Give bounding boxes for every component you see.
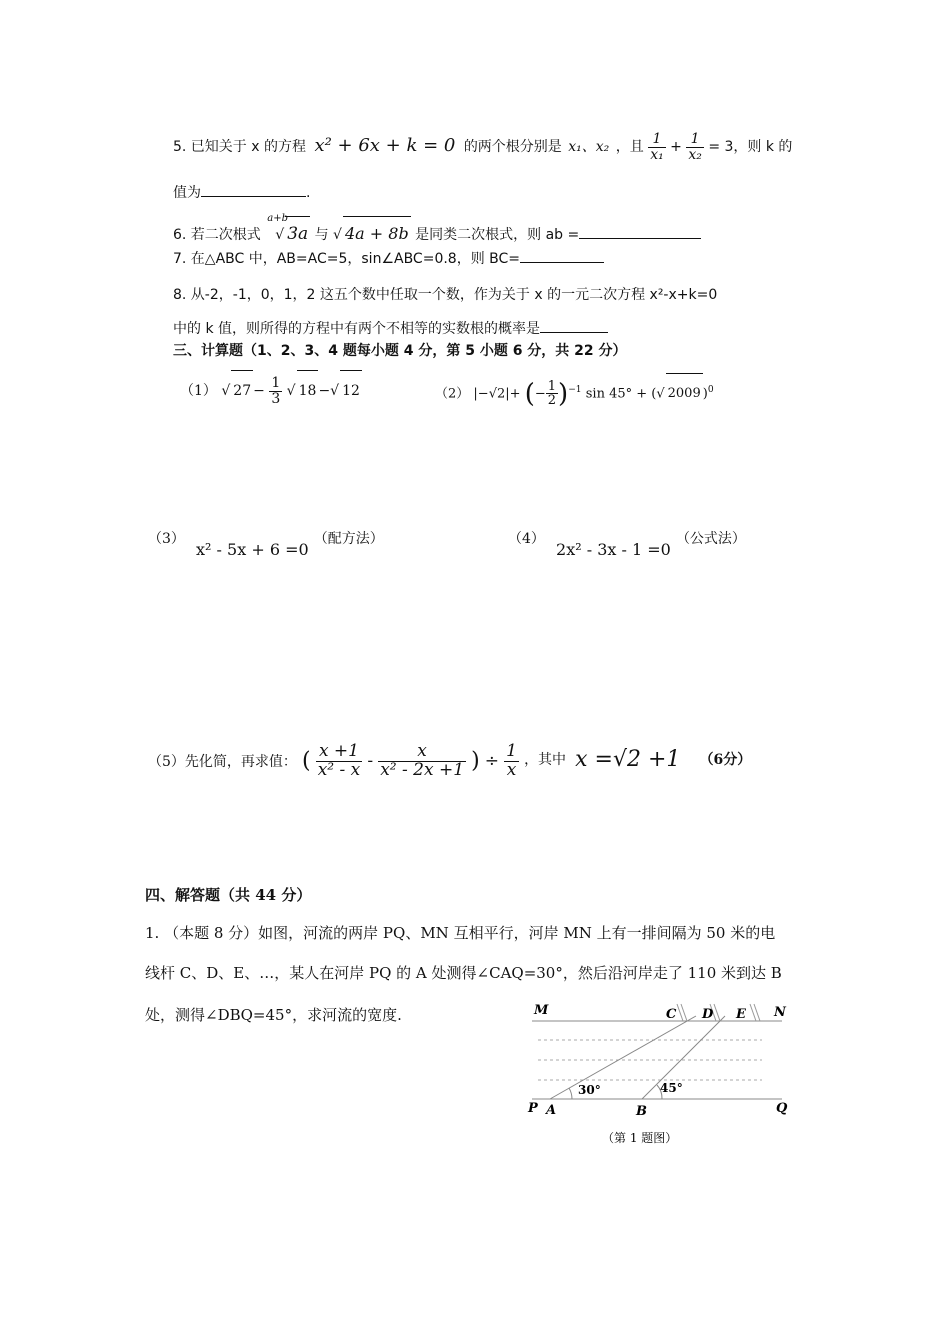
q5-and: ，且 xyxy=(615,139,644,155)
label-c: C xyxy=(666,1007,677,1022)
q7-text: 7. 在△ABC 中，AB=AC=5，sin∠ABC=0.8，则 BC= xyxy=(173,251,521,267)
q5-answer-blank[interactable] xyxy=(201,196,306,197)
label-e: E xyxy=(736,1007,746,1022)
section-4-title: 四、解答题（共 44 分） xyxy=(145,886,312,904)
q5-plus: + xyxy=(670,139,682,155)
question-7 xyxy=(173,248,604,268)
q6-mid: 与 xyxy=(314,227,329,243)
label-m: M xyxy=(534,1003,549,1018)
q5-fraction-2: $\frac{1}{\text{x₂}}$ xyxy=(688,130,702,163)
problem-1-line1: 1. （本题 8 分）如图，河流的两岸 PQ、MN 互相平行，河岸 MN 上有一排间隔为 50 米的电 xyxy=(145,924,776,942)
calc-2: （2） |−√2|+ (− $\frac{1}{2}$ )$^{-1}$ sin 45° + (√ 2009 )$^0$ xyxy=(435,370,714,414)
calc-4: （4） 2x² - 3x - 1 =0 （公式法） xyxy=(508,531,746,559)
q6-answer-blank[interactable] xyxy=(579,238,701,239)
q5-prefix: 5. 已知关于 x 的方程 xyxy=(173,139,306,155)
label-a: A xyxy=(546,1103,557,1118)
river-figure xyxy=(520,996,800,1152)
angle-label-b: 45° xyxy=(660,1081,683,1095)
q5-equation: x² + 6x + k = 0 xyxy=(314,135,456,156)
q6-root-index: a+b xyxy=(267,213,289,224)
figure-caption: （第 1 题图） xyxy=(602,1131,678,1145)
calc-5: （5）先化简，再求值： ( $\frac{x +1}{\text{x² - x}}$ - $\frac{x}{\text{x² - 2x +1}}$ ) ÷ $\frac{1}{x}$ ，其中 x =√2 +1 （6分） xyxy=(148,741,752,780)
q5-rhs: = 3，则 k 的 xyxy=(708,139,793,155)
q5-answer-label: 值为 xyxy=(173,185,201,201)
q5-roots: x₁、x₂ xyxy=(568,139,610,155)
label-b: B xyxy=(636,1104,647,1119)
q6-root-1: a+b √ 3a xyxy=(275,216,310,252)
label-q: Q xyxy=(776,1101,788,1116)
calc-5-value: x =√2 +1 xyxy=(575,747,681,772)
label-p: P xyxy=(528,1101,538,1116)
question-8-line1: 8. 从-2，-1，0，1，2 这五个数中任取一个数，作为关于 x 的一元二次方程 x²-x+k=0 xyxy=(173,287,718,303)
angle-label-a: 30° xyxy=(578,1083,601,1097)
calc-1: （1） √ 27 − $\frac{1}{3}$ √ 18 −√ 12 xyxy=(180,370,362,411)
q6-root-2: √ 4a + 8b xyxy=(333,227,411,243)
label-n: N xyxy=(774,1005,786,1020)
calc-3: （3） x² - 5x + 6 =0 （配方法） xyxy=(148,531,384,559)
question-8-line2: 中的 k 值，则所得的方程中有两个不相等的实数根的概率是 xyxy=(173,318,608,338)
problem-1-line3: 处，测得∠DBQ=45°，求河流的宽度. xyxy=(145,1006,402,1024)
q5-fraction-1: $\frac{1}{\text{x₁}}$ xyxy=(650,130,664,163)
angle-arc-a xyxy=(569,1088,572,1099)
question-5-line2: 值为 . xyxy=(173,185,311,201)
question-5-line1 xyxy=(173,128,792,168)
question-6 xyxy=(173,213,701,252)
q5-mid: 的两个根分别是 xyxy=(463,139,562,155)
q6-prefix: 6. 若二次根式 xyxy=(173,227,261,243)
q7-answer-blank[interactable] xyxy=(520,262,604,263)
calc-4-equation: 2x² - 3x - 1 =0 xyxy=(556,540,671,559)
label-d: D xyxy=(702,1007,714,1022)
q6-suffix: 是同类二次根式，则 ab = xyxy=(415,227,580,243)
problem-1-line2: 线杆 C、D、E、…，某人在河岸 PQ 的 A 处测得∠CAQ=30°，然后沿河岸走了 110 米到达 B xyxy=(145,964,782,982)
section-3-title: 三、计算题（1、2、3、4 题每小题 4 分，第 5 小题 6 分，共 22 分） xyxy=(173,343,627,359)
q8-answer-blank[interactable] xyxy=(540,332,608,333)
calc-3-equation: x² - 5x + 6 =0 xyxy=(196,540,309,559)
line-bd xyxy=(642,1016,725,1099)
